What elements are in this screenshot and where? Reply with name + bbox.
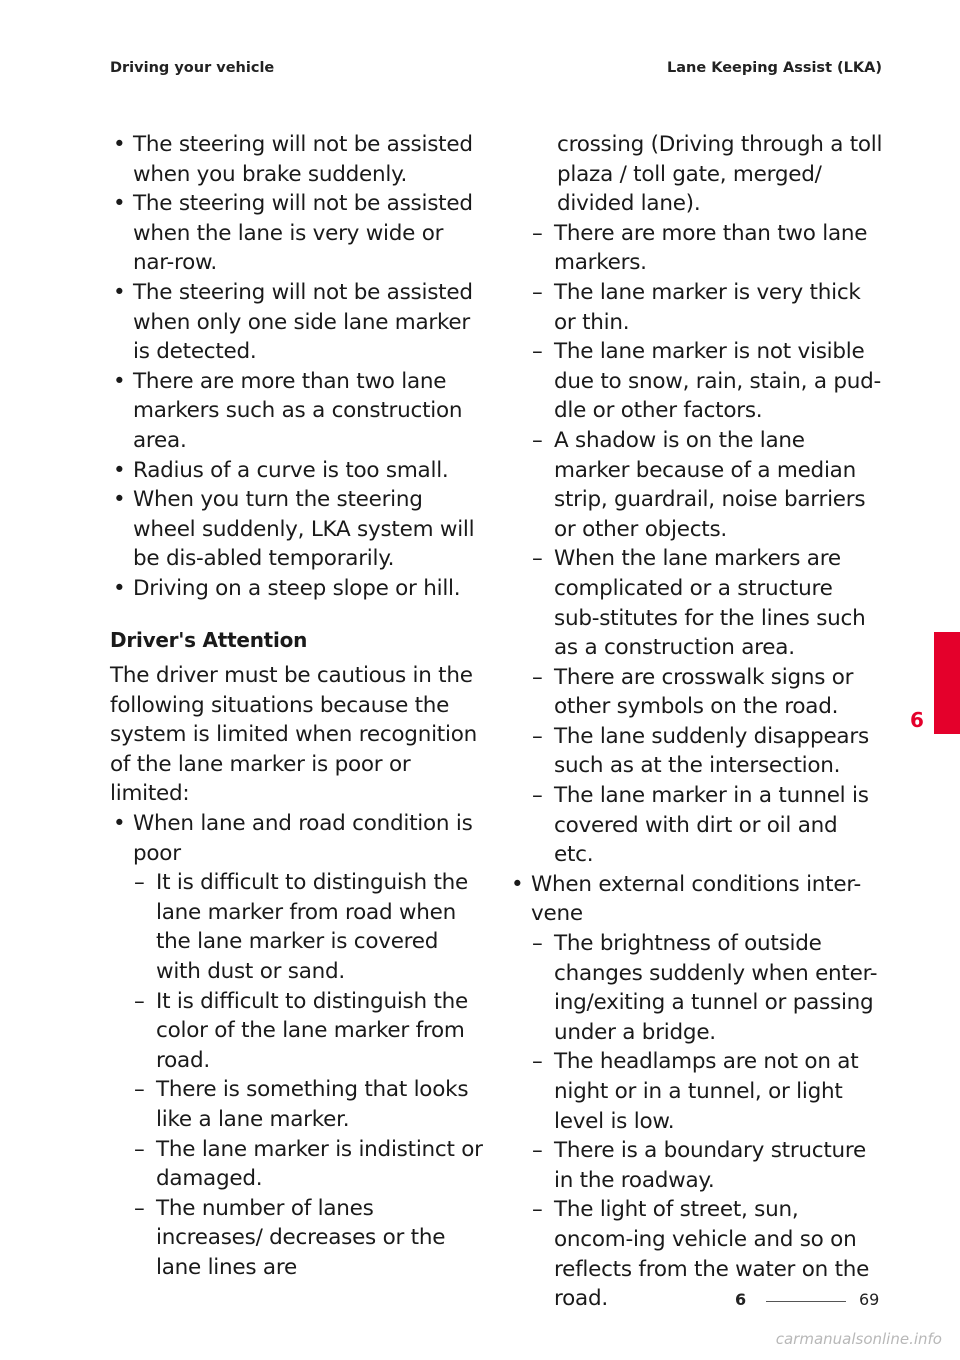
dash-marker: – xyxy=(134,1195,145,1221)
bullet-item xyxy=(110,130,485,189)
dash-marker: – xyxy=(532,931,543,957)
dash-item xyxy=(110,1135,485,1194)
dash-text: The lane marker is not visible due to snow, rain, stain, a pud-dle or other factors. xyxy=(554,339,882,424)
bullet-item xyxy=(110,574,485,604)
dash-item xyxy=(110,868,485,986)
dash-marker: – xyxy=(134,988,145,1014)
dash-marker: – xyxy=(532,546,543,572)
dash-marker: – xyxy=(134,1077,145,1103)
dash-text: The number of lanes increases/ decreases or the lane lines are xyxy=(156,1195,446,1280)
dash-item xyxy=(110,1075,485,1134)
dash-item xyxy=(508,1195,883,1313)
bullet-text: The steering will not be assisted when the lane is very wide or nar-row. xyxy=(133,191,473,276)
dash-text: The lane marker is indistinct or damaged. xyxy=(156,1136,483,1192)
left-column xyxy=(110,130,485,1283)
dash-continuation: crossing (Driving through a toll plaza / toll gate, merged/ divided lane). xyxy=(557,132,883,217)
dash-text: A shadow is on the lane marker because of a median strip, guardrail, noise barriers or other objects. xyxy=(554,427,866,542)
dash-text: There are crosswalk signs or other symbols on the road. xyxy=(554,664,854,720)
dash-text: The lane suddenly disappears such as at the intersection. xyxy=(554,723,869,779)
footer-page-number: 69 xyxy=(859,1290,880,1309)
bullet-item xyxy=(110,485,485,574)
header-section-title: Driving your vehicle xyxy=(110,60,275,76)
dash-marker: – xyxy=(532,279,543,305)
bullet-text: The steering will not be assisted when you brake suddenly. xyxy=(133,132,473,187)
dash-text: The headlamps are not on at night or in a tunnel, or light level is low. xyxy=(554,1049,859,1134)
dash-text: There are more than two lane markers. xyxy=(554,220,868,276)
bullet-marker: • xyxy=(113,191,126,217)
dash-marker: – xyxy=(532,220,543,246)
dash-marker: – xyxy=(532,1197,543,1223)
header-topic-title: Lane Keeping Assist (LKA) xyxy=(667,60,882,76)
section-heading: Driver's Attention xyxy=(110,627,308,652)
bullet-marker: • xyxy=(113,457,126,483)
bullet-item xyxy=(110,278,485,367)
bullet-marker: • xyxy=(113,132,126,157)
dash-marker: – xyxy=(532,664,543,690)
dash-item xyxy=(110,1194,485,1283)
bullet-item xyxy=(110,189,485,278)
bullet-marker: • xyxy=(113,811,126,837)
dash-item xyxy=(508,1136,883,1195)
dash-text: When the lane markers are complicated or a structure sub-stitutes for the lines such as a construction area. xyxy=(554,546,866,661)
footer-divider xyxy=(766,1301,846,1302)
dash-item xyxy=(508,781,883,870)
dash-marker: – xyxy=(532,1049,543,1075)
dash-item xyxy=(508,278,883,337)
right-column xyxy=(508,130,883,1314)
bullet-marker: • xyxy=(113,575,126,601)
dash-item xyxy=(508,337,883,426)
bullet-text: When you turn the steering wheel suddenly, LKA system will be dis-abled temporarily. xyxy=(133,487,475,572)
bullet-text: The steering will not be assisted when only one side lane marker is detected. xyxy=(133,279,473,365)
dash-item xyxy=(508,929,883,1047)
bullet-text: There are more than two lane markers such as a construction area. xyxy=(133,368,463,453)
dash-item xyxy=(508,544,883,662)
dash-text: The lane marker is very thick or thin. xyxy=(554,279,861,335)
dash-text: The light of street, sun, oncom-ing vehicle and so on reflects from the water on the road. xyxy=(554,1197,870,1312)
dash-marker: – xyxy=(532,427,543,453)
bullet-item xyxy=(110,367,485,456)
bullet-item xyxy=(110,456,485,486)
dash-marker: – xyxy=(532,723,543,749)
bullet-text: When lane and road condition is poor xyxy=(133,811,473,866)
dash-text: The lane marker in a tunnel is covered with dirt or oil and etc. xyxy=(554,783,869,868)
dash-marker: – xyxy=(532,1138,543,1164)
dash-text: It is difficult to distinguish the lane marker from road when the lane marker is covered with dust or sand. xyxy=(156,870,468,985)
dash-item xyxy=(508,722,883,781)
dash-item xyxy=(508,1047,883,1136)
bullet-item xyxy=(508,870,883,929)
chapter-tab xyxy=(934,632,960,734)
dash-marker: – xyxy=(532,783,543,809)
bullet-item xyxy=(110,809,485,868)
dash-item xyxy=(508,219,883,278)
dash-marker: – xyxy=(134,870,145,896)
footer-chapter-number: 6 xyxy=(735,1290,747,1309)
dash-marker: – xyxy=(532,339,543,365)
dash-item xyxy=(508,663,883,722)
dash-text: It is difficult to distinguish the color of the lane marker from road. xyxy=(156,988,468,1073)
intro-paragraph: The driver must be cautious in the following situations because the system is limited when recognition of the lane marker is poor or limited: xyxy=(110,663,477,807)
dash-item xyxy=(110,987,485,1076)
bullet-text: When external conditions inter-vene xyxy=(531,871,862,927)
dash-text: There is something that looks like a lane marker. xyxy=(156,1077,469,1132)
bullet-text: Radius of a curve is too small. xyxy=(133,457,449,483)
dash-text: There is a boundary structure in the roadway. xyxy=(554,1138,867,1193)
bullet-marker: • xyxy=(113,487,126,513)
dash-text: The brightness of outside changes suddenly when enter-ing/exiting a tunnel or passing under a bridge. xyxy=(554,931,878,1045)
dash-item xyxy=(508,426,883,544)
bullet-marker: • xyxy=(113,279,126,305)
watermark: carmanualsonline.info xyxy=(775,1330,942,1348)
bullet-text: Driving on a steep slope or hill. xyxy=(133,575,461,601)
dash-marker: – xyxy=(134,1136,145,1162)
chapter-tab-number: 6 xyxy=(910,708,924,732)
bullet-marker: • xyxy=(113,368,126,394)
bullet-marker: • xyxy=(511,871,524,897)
